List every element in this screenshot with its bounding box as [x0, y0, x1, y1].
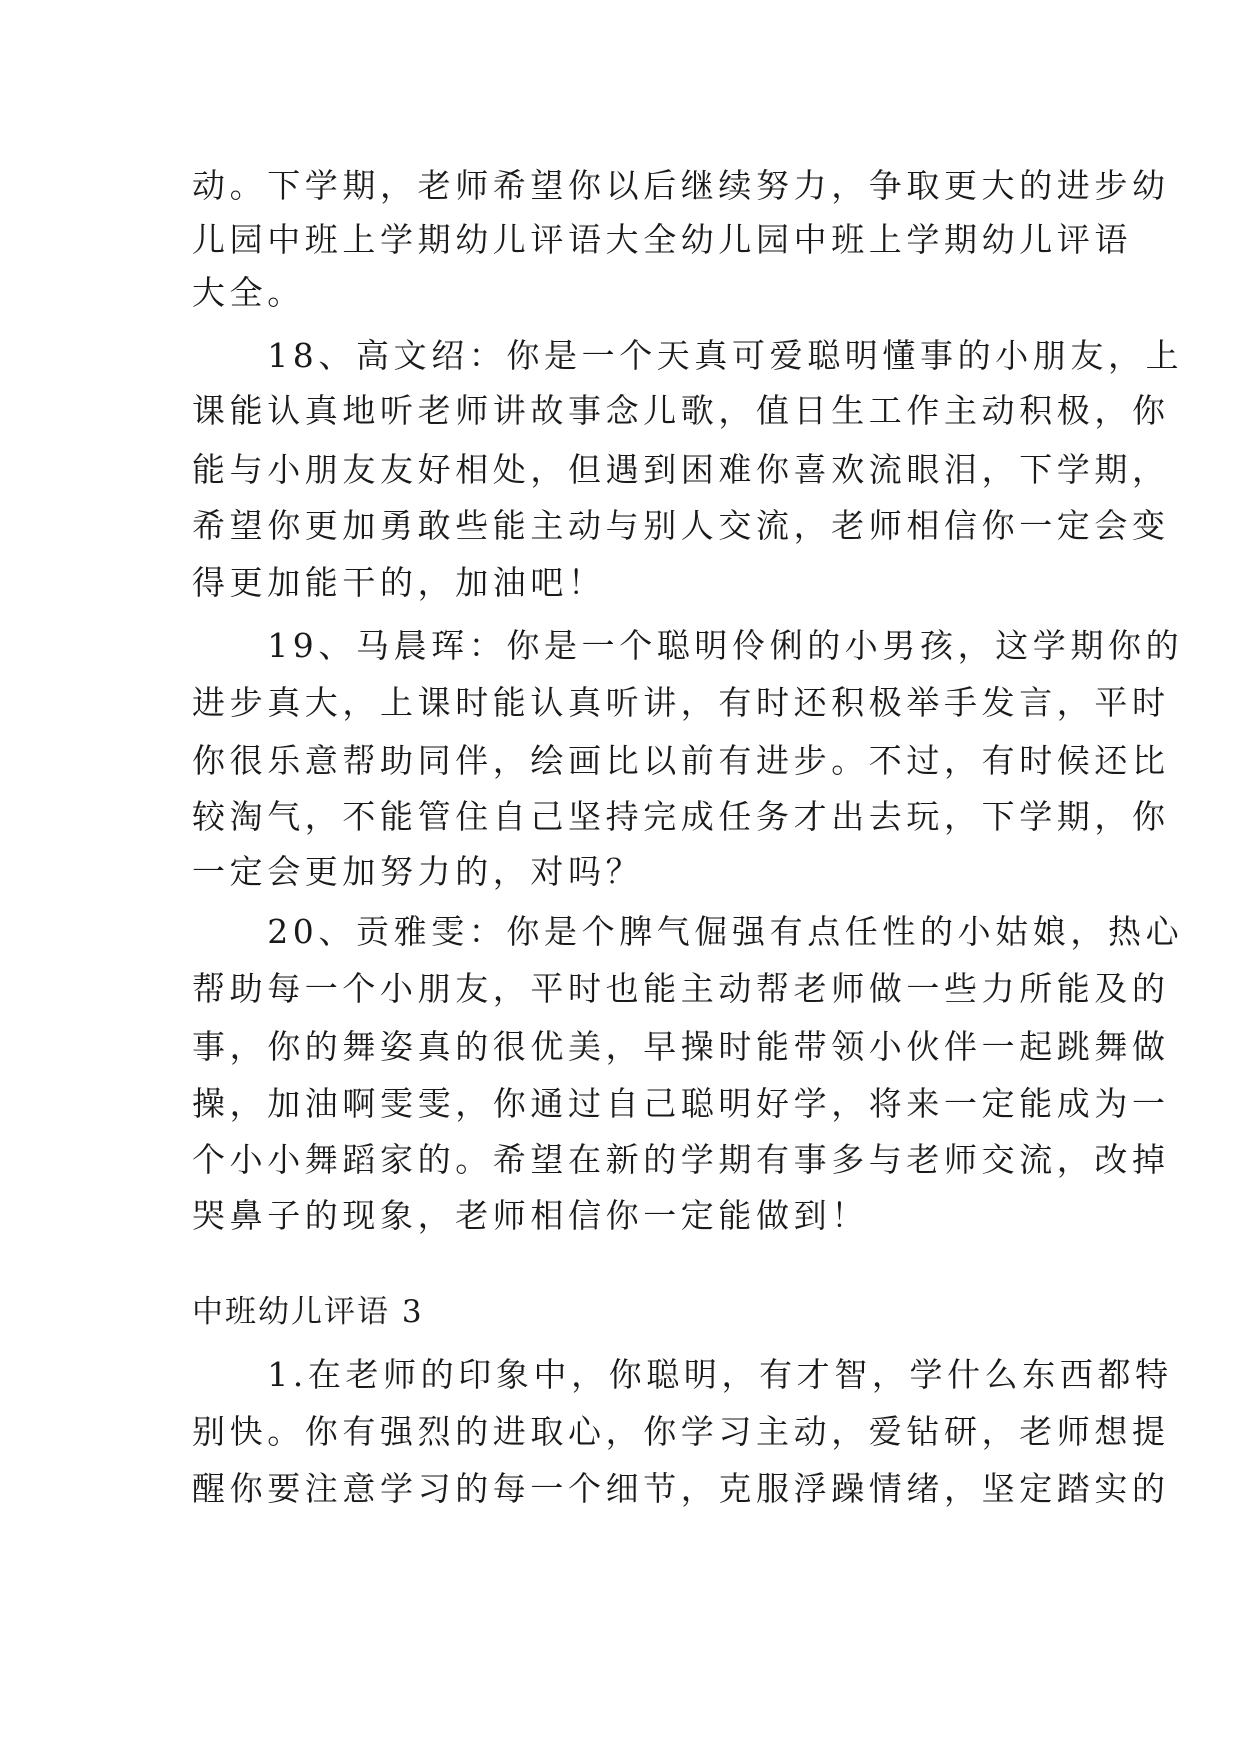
text-line: 1.在老师的印象中，你聪明，有才智，学什么东西都特 — [192, 1355, 1173, 1394]
text-line: 个小小舞蹈家的。希望在新的学期有事多与老师交流，改掉 — [192, 1140, 1170, 1179]
text-line: 醒你要注意学习的每一个细节，克服浮躁情绪，坚定踏实的 — [192, 1469, 1170, 1508]
text-line: 较淘气，不能管住自己坚持完成任务才出去玩，下学期，你 — [192, 797, 1170, 836]
text-line: 大全。 — [192, 273, 305, 312]
text-line: 一定会更加努力的，对吗？ — [192, 852, 644, 891]
text-line: 你很乐意帮助同伴，绘画比以前有进步。不过，有时候还比 — [192, 741, 1170, 780]
text-line: 得更加能干的，加油吧！ — [192, 563, 606, 602]
text-line: 帮助每一个小朋友，平时也能主动帮老师做一些力所能及的 — [192, 969, 1170, 1008]
section-heading: 中班幼儿评语 3 — [192, 1294, 424, 1330]
text-line: 进步真大，上课时能认真听讲，有时还积极举手发言，平时 — [192, 683, 1170, 722]
text-line: 19、马晨珲：你是一个聪明伶俐的小男孩，这学期你的 — [192, 626, 1184, 665]
text-line: 18、高文绍：你是一个天真可爱聪明懂事的小朋友，上 — [192, 336, 1184, 375]
text-line: 希望你更加勇敢些能主动与别人交流，老师相信你一定会变 — [192, 506, 1170, 545]
text-line: 哭鼻子的现象，老师相信你一定能做到！ — [192, 1196, 869, 1235]
text-line: 儿园中班上学期幼儿评语大全幼儿园中班上学期幼儿评语 — [192, 220, 1132, 259]
text-line: 20、贡雅雯：你是个脾气倔强有点任性的小姑娘，热心 — [192, 912, 1184, 951]
text-line: 能与小朋友友好相处，但遇到困难你喜欢流眼泪，下学期， — [192, 450, 1170, 489]
text-line: 操，加油啊雯雯，你通过自己聪明好学，将来一定能成为一 — [192, 1084, 1170, 1123]
text-line: 动。下学期，老师希望你以后继续努力，争取更大的进步幼 — [192, 166, 1170, 205]
text-line: 别快。你有强烈的进取心，你学习主动，爱钻研，老师想提 — [192, 1412, 1170, 1451]
text-line: 课能认真地听老师讲故事念儿歌，值日生工作主动积极，你 — [192, 391, 1170, 430]
text-line: 事，你的舞姿真的很优美，早操时能带领小伙伴一起跳舞做 — [192, 1027, 1170, 1066]
